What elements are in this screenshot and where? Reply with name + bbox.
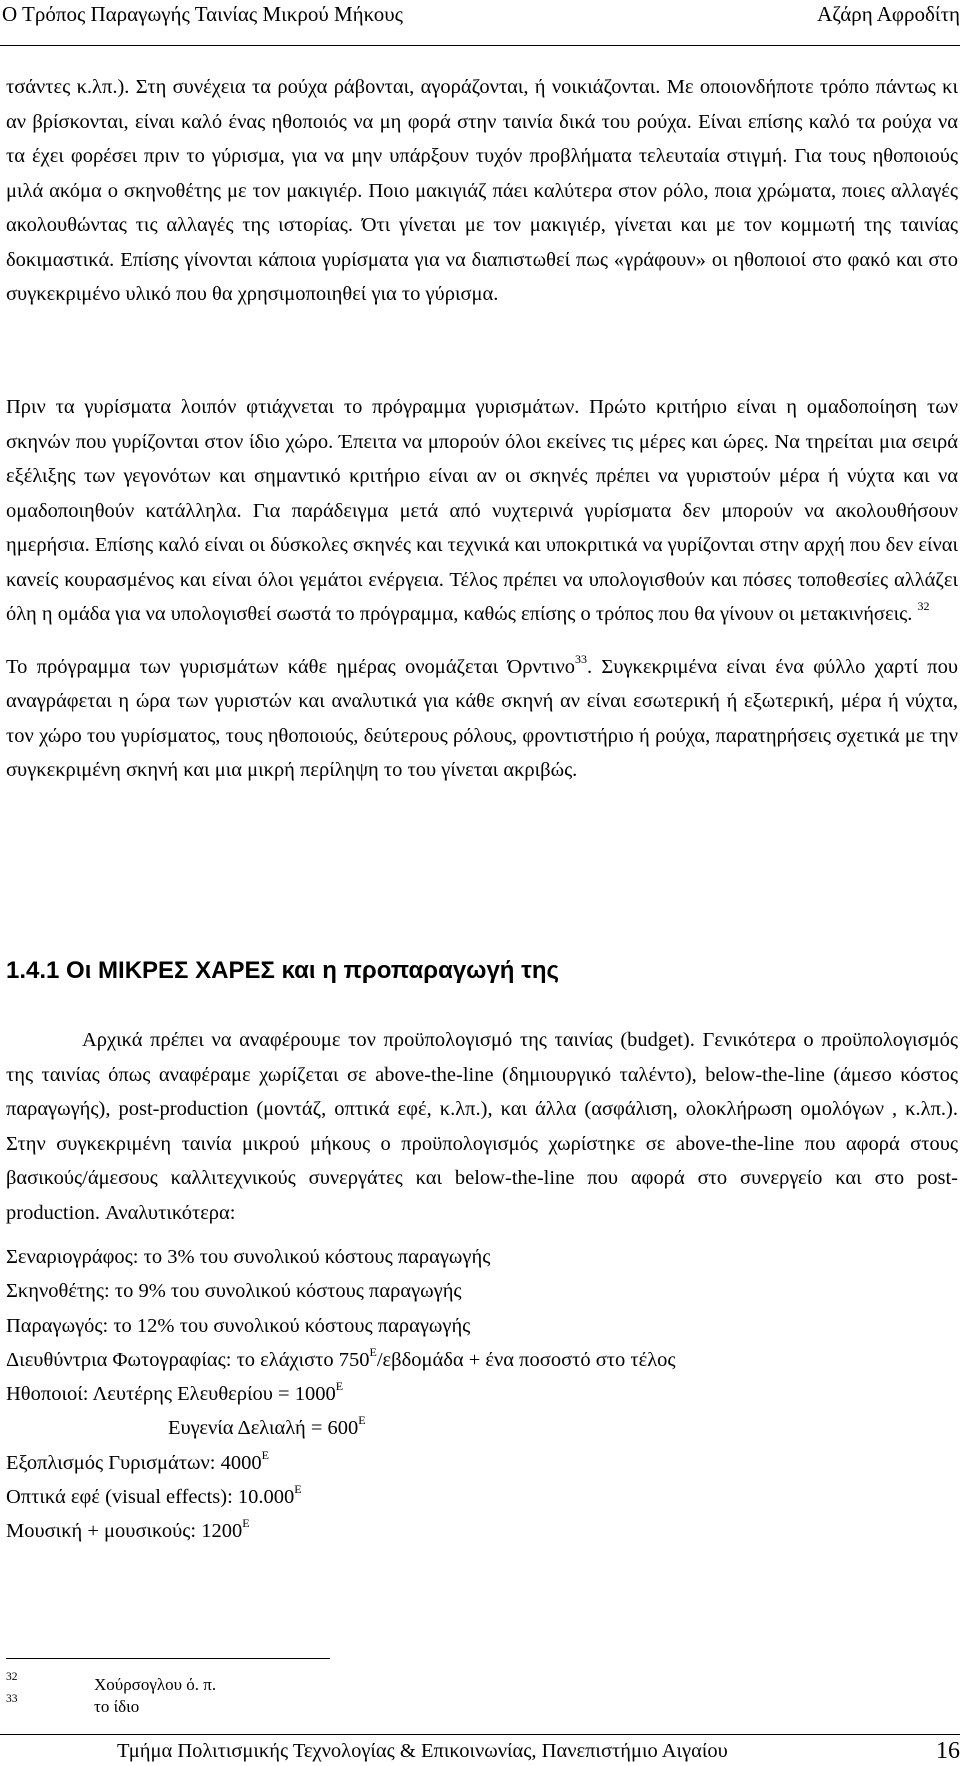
- footnote-text: Χούρσογλου ό. π.: [94, 1675, 217, 1694]
- budget-section: [6, 1023, 958, 1230]
- list-item: Διευθύντρια Φωτογραφίας: το ελάχιστο $750^E$/εβδομάδα + ένα ποσοστό στο τέλος: [6, 1344, 676, 1371]
- page-header: [0, 0, 960, 46]
- body-text: [6, 70, 958, 788]
- section-heading: 1.4.1 Οι ΜΙΚΡΕΣ ΧΑΡΕΣ και η προπαραγωγή της: [6, 957, 559, 984]
- footnote-ref-33[interactable]: 33: [574, 651, 587, 666]
- paragraph-schedule-text: Πριν τα γυρίσματα λοιπόν φτιάχνεται το πρόγραμμα γυρισμάτων. Πρώτο κριτήριο είναι η ομαδοποίηση των σκηνών που γυρίζονται στον ίδιο χώρο. Έπειτα να μπορούν όλοι εκείνες τις μέρες και ώρες. Να τηρείται μια σειρά εξέλιξης των γεγονότων και σημαντικό κριτήριο είναι αν οι σκηνές πρέπει να γυριστούν μέρα ή νύχτα και να ομαδοποιηθούν κατάλληλα. Για παράδειγμα μετά από νυχτερινά γυρίσματα δεν μπορούν να ακολουθήσουν ημερήσια. Επίσης καλό είναι οι δύσκολες σκηνές και τεχνικά και υποκριτικά να γυρίζονται στην αρχή που δεν είναι κανείς κουρασμένος και είναι όλοι γεμάτοι ενέργεια. Τέλος πρέπει να υπολογισθούν και πόσες τοποθεσίες αλλάζει όλη η ομάδα για να υπολογισθεί σωστά το πρόγραμμα, καθώς επίσης ο τρόπος που θα γίνουν οι μετακινήσεις.: [6, 396, 958, 625]
- paragraph-schedule: [6, 390, 958, 632]
- paragraph-ordino: [6, 650, 958, 788]
- footnote-divider: [6, 1658, 330, 1659]
- footer-institution: Τμήμα Πολιτισμικής Τεχνολογίας & Επικοινωνίας, Πανεπιστήμιο Αιγαίου: [117, 1740, 728, 1762]
- budget-paragraph: Αρχικά πρέπει να αναφέρουμε τον προϋπολογισμό της ταινίας (budget). Γενικότερα ο προϋπολογισμός της ταινίας όπως αναφέραμε χωρίζεται σε above-the-line (δημιουργικό ταλέντο), below-the-line (άμεσο κόστος παραγωγής), post-production (μοντάζ, οπτικά εφέ, κ.λπ.), και άλλα (ασφάλιση, ολοκλήρωση ομολόγων , κ.λπ.). Στην συγκεκριμένη ταινία μικρού μήκους ο προϋπολογισμός χωρίστηκε σε above-the-line που αφορά στους βασικούς/άμεσους καλλιτεχνικούς συνεργάτες και below-the-line που αφορά στο συνεργείο και στο post-production. Αναλυτικότερα:: [6, 1029, 958, 1224]
- list-item: Ευγενία $\Delta\varepsilon\lambda\iota\alpha\lambda ή = 600^E$: [168, 1413, 366, 1440]
- page-number: 16: [936, 1738, 960, 1764]
- page-footer: [0, 1734, 960, 1766]
- header-author: Αζάρη Αφροδίτη: [817, 2, 960, 26]
- list-item: Σεναριογράφος: το 3% του συνολικού κόστους παραγωγής: [6, 1246, 491, 1268]
- list-item: Οπτικά εφέ (visual effects): $10.000^E$: [6, 1482, 302, 1509]
- budget-list: [6, 1240, 676, 1549]
- paragraph-costumes: τσάντες κ.λπ.). Στη συνέχεια τα ρούχα ράβονται, αγοράζονται, ή νοικιάζονται. Με οποιονδήποτε τρόπο πάντως κι αν βρίσκονται, είναι καλό ένας ηθοποιός να μη φορά στην ταινία δικά του ρούχα. Είναι επίσης καλό τα ρούχα να τα έχει φορέσει πριν το γύρισμα, για να μην υπάρξουν τυχόν προβλήματα τελευταία στιγμή. Για τους ηθοποιούς μιλά ακόμα ο σκηνοθέτης με τον μακιγιέρ. Ποιο μακιγιάζ πάει καλύτερα στον ρόλο, ποια χρώματα, ποιες αλλαγές ακολουθώντας τις αλλαγές της ιστορίας. Ότι γίνεται με τον μακιγιέρ, γίνεται και με τον κομμωτή της ταινίας δοκιμαστικά. Επίσης γίνονται κάποια γυρίσματα για να διαπιστωθεί πως «γράφουν» οι ηθοποιοί στο φακό και στο συγκεκριμένο υλικό που θα χρησιμοποιηθεί για το γύρισμα.: [6, 76, 958, 305]
- list-item: Σκηνοθέτης: το 9% του συνολικού κόστους παραγωγής: [6, 1280, 462, 1303]
- footnote-ref-32[interactable]: 32: [917, 599, 930, 613]
- list-item: Ηθοποιοί: Λευτέρης $E\lambda\varepsilon\upsilon\theta\varepsilon\rho ίo\upsilon = 1000^E$: [6, 1379, 344, 1406]
- footnote-number: 33: [6, 1693, 18, 1705]
- footnote-text: το ίδιο: [94, 1697, 140, 1716]
- list-item: Εξοπλισμός Γυρισμάτων: $4000^E$: [6, 1447, 269, 1474]
- list-item: Παραγωγός: το 12% του συνολικού κόστους παραγωγής: [6, 1314, 471, 1337]
- footnote-number: 32: [6, 1671, 18, 1683]
- list-item: Μουσική + μουσικούς: $1200^E$: [6, 1516, 250, 1543]
- paragraph-ordino-start: Το πρόγραμμα των γυρισμάτων κάθε ημέρας ονομάζεται Όρντινο: [6, 655, 575, 678]
- paragraph-ordino-rest: . Συγκεκριμένα είναι ένα φύλλο χαρτί που αναγράφεται η ώρα των γυριστών και αναλυτικά για κάθε σκηνή αν είναι εσωτερική ή εξωτερική, μέρα ή νύχτα, τον χώρο του γυρίσματος, τους ηθοποιούς, δεύτερους ρόλους, φροντιστήριο ή ρούχα, παρατηρήσεις σχετικά με την συγκεκριμένη σκηνή και μια μικρή περίληψη το του γίνεται ακριβώς.: [6, 655, 959, 781]
- header-title: Ο Τρόπος Παραγωγής Ταινίας Μικρού Μήκους: [2, 2, 403, 26]
